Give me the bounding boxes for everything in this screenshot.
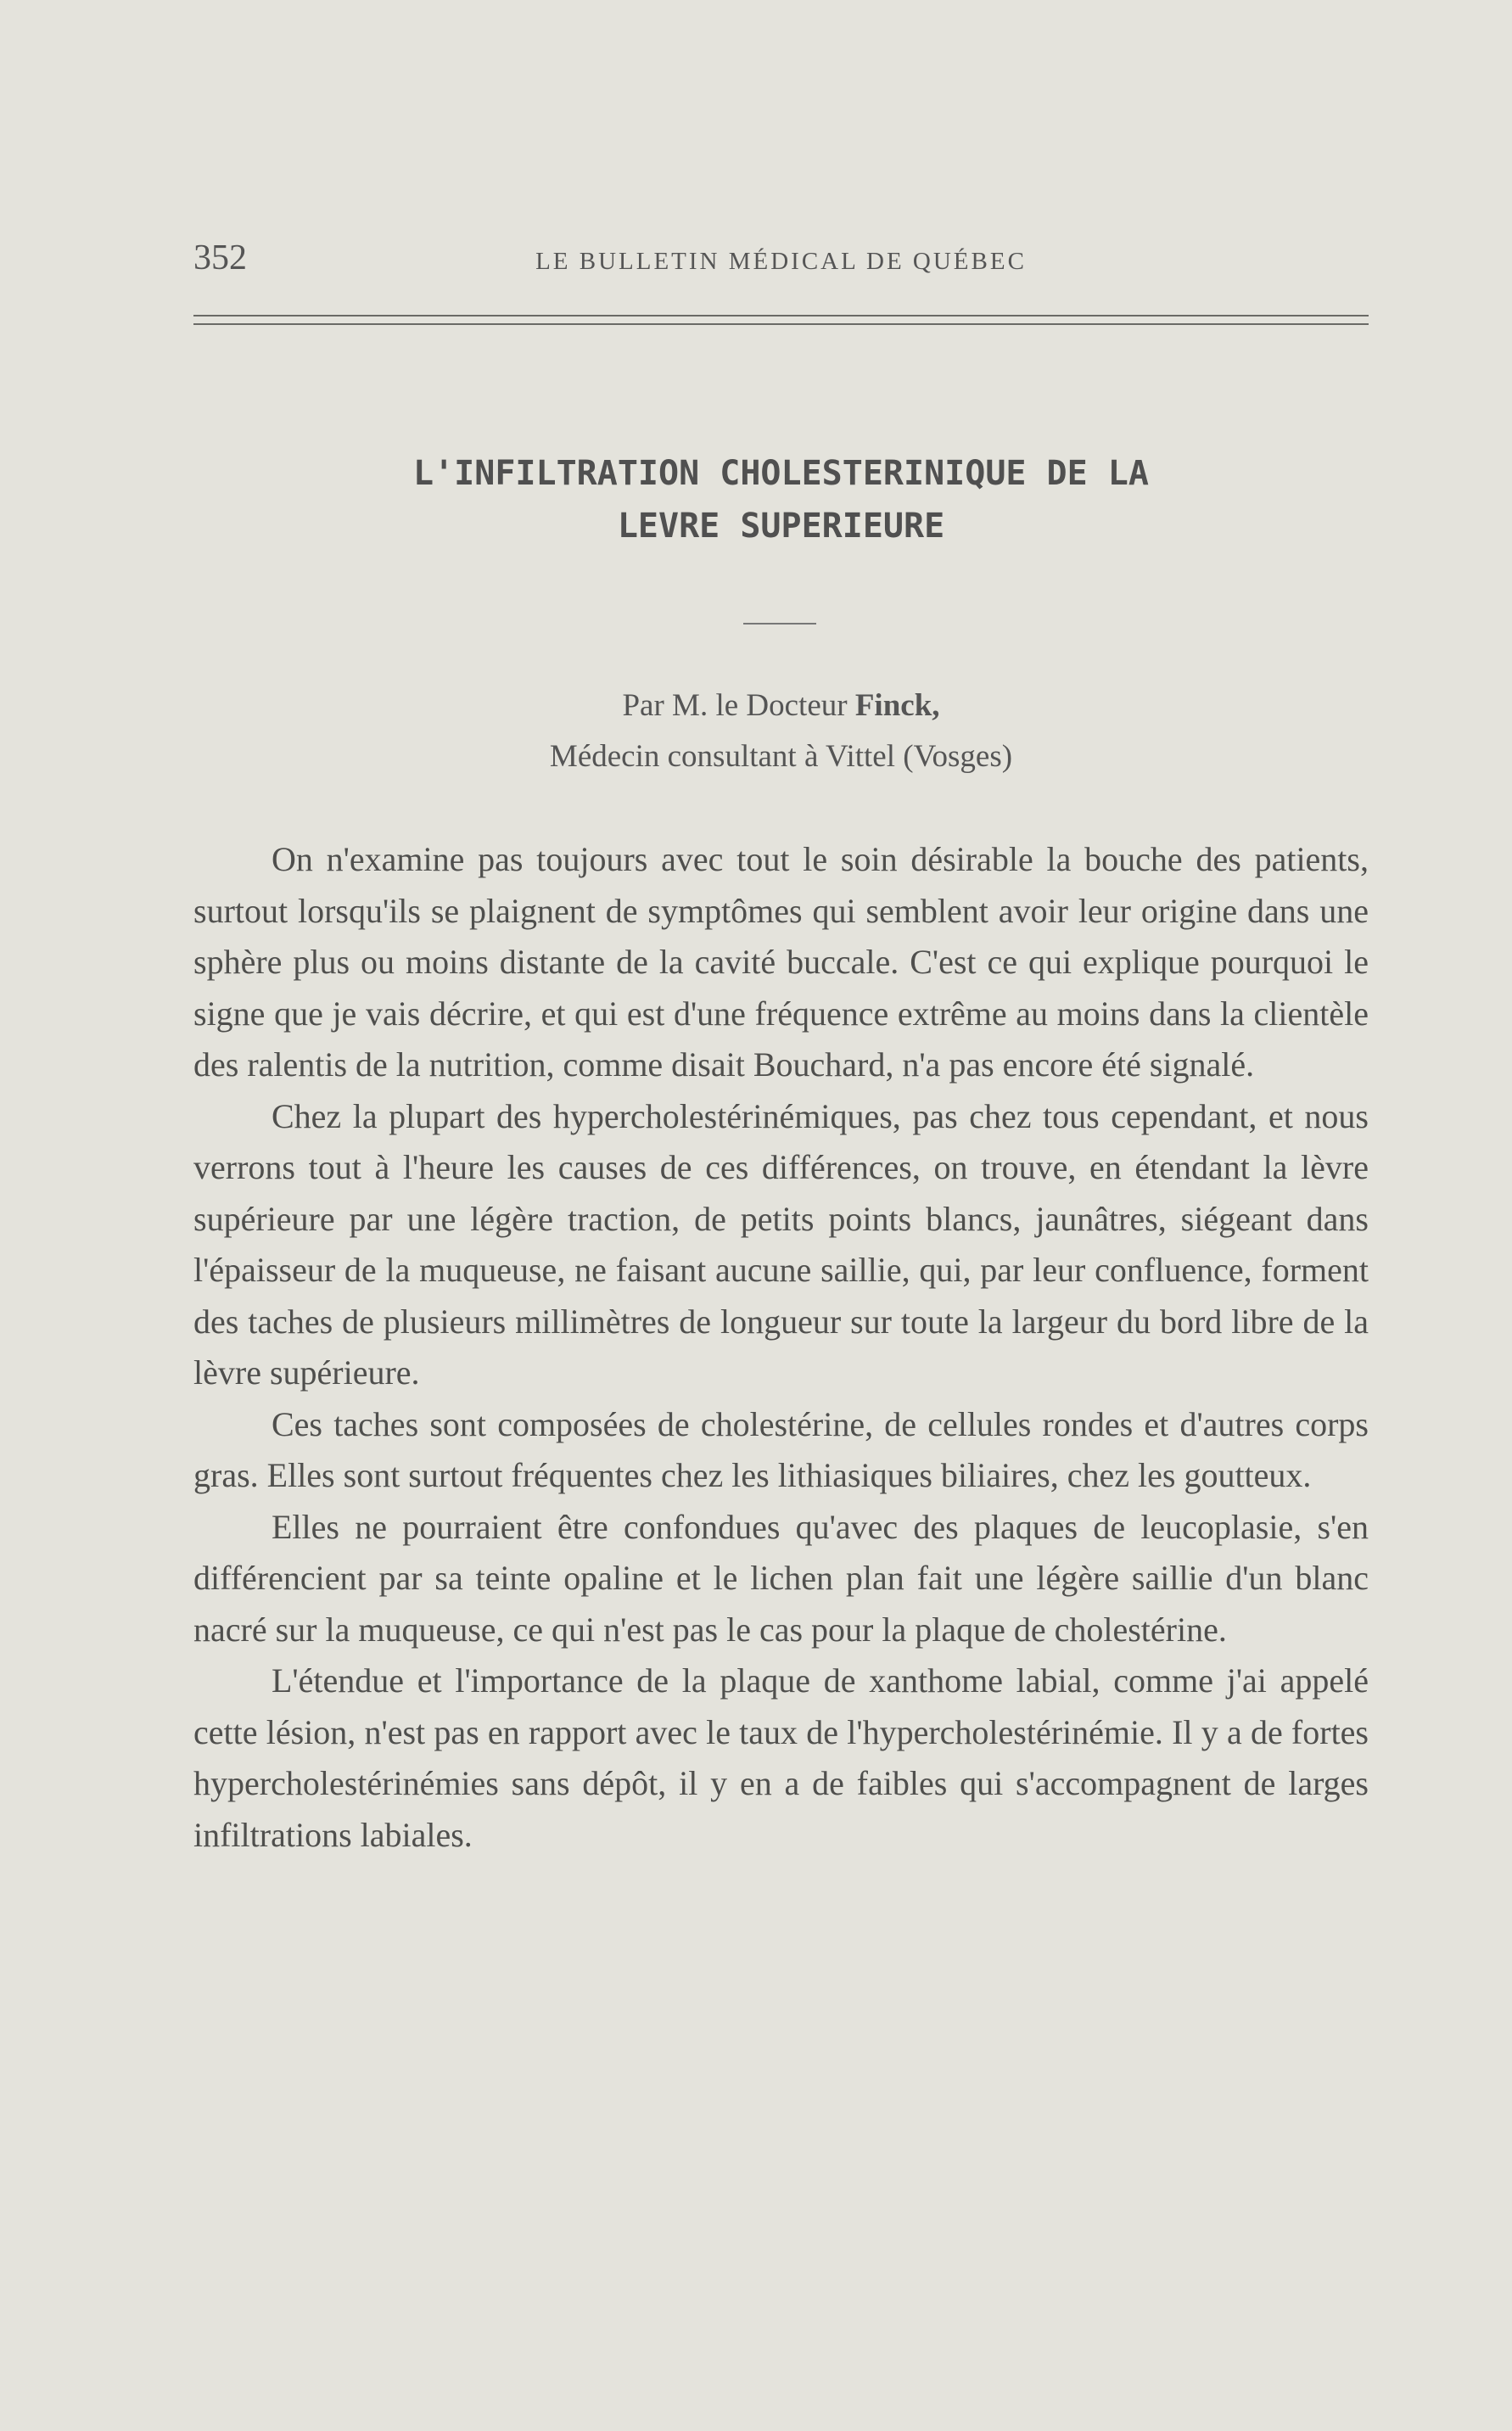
running-head	[193, 231, 1369, 282]
page-number: 352	[193, 238, 247, 277]
byline-prefix: Par M. le Docteur	[622, 688, 848, 723]
paragraph-2: Chez la plupart des hypercholestérinémiques, pas chez tous cependant, et nous verrons tout à l'heure les causes de ces différences, on trouve, en étendant la lèvre supérieure par une légère traction, de petits points blancs, jaunâtres, siégeant dans l'épaisseur de la muqueuse, ne faisant aucune saillie, qui, par leur confluence, forment des taches de plusieurs millimètres de longueur sur toute la largeur du bord libre de la lèvre supérieure.	[193, 1096, 1369, 1392]
article-body	[193, 834, 1369, 1861]
journal-title: LE BULLETIN MÉDICAL DE QUÉBEC	[535, 248, 1027, 275]
title-separator	[743, 623, 816, 625]
article-title-line-2: LEVRE SUPERIEURE	[617, 507, 945, 546]
paragraph-1: On n'examine pas toujours avec tout le soin désirable la bouche des patients, surtout lorsqu'ils se plaignent de symptômes qui semblent avoir leur origine dans une sphère plus ou moins distante de la cavité buccale. C'est ce qui explique pourquoi le signe que je vais décrire, et qui est d'une fréquence extrême au moins dans la clientèle des ralentis de la nutrition, comme disait Bouchard, n'a pas encore été signalé.	[193, 840, 1369, 1084]
paragraph-5: L'étendue et l'importance de la plaque de xanthome labial, comme j'ai appelé cette lésion, n'est pas en rapport avec le taux de l'hypercholestérinémie. Il y a de fortes hypercholestérinémies sans dépôt, il y en a de faibles qui s'accompagnent de larges infiltrations labiales.	[193, 1661, 1369, 1854]
author-name: Finck,	[854, 688, 940, 723]
author-affiliation: Médecin consultant à Vittel (Vosges)	[549, 739, 1013, 774]
author-line	[193, 681, 1369, 731]
paragraph-4: Elles ne pourraient être confondues qu'avec des plaques de leucoplasie, s'en différencient par sa teinte opaline et le lichen plan fait une légère saillie d'un blanc nacré sur la muqueuse, ce qui n'est pas le cas pour la plaque de cholestérine.	[193, 1507, 1369, 1649]
header-rule-bottom	[193, 323, 1369, 325]
paragraph-3: Ces taches sont composées de cholestérine, de cellules rondes et d'autres corps gras. Elles sont surtout fréquentes chez les lithiasiques biliaires, chez les goutteux.	[193, 1404, 1369, 1494]
byline	[193, 681, 1369, 782]
article-title-line-1: L'INFILTRATION CHOLESTERINIQUE DE LA	[413, 454, 1149, 493]
article-title	[193, 447, 1369, 552]
header-rule-top	[193, 315, 1369, 316]
